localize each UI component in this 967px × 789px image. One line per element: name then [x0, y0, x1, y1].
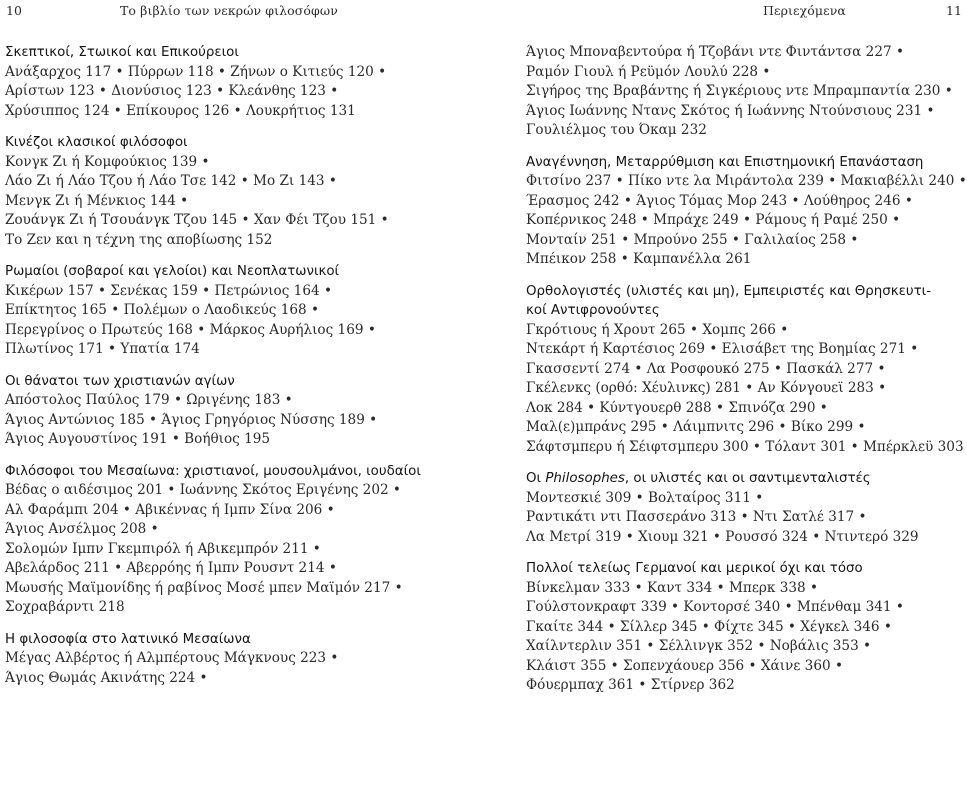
toc-entry-line: Ανάξαρχος 117 • Πύρρων 118 • Ζήνων ο Κιτιεύς 120 •	[5, 63, 387, 80]
section-title-pre: Οι	[526, 471, 546, 486]
toc-entry-line: Μπέικον 258 • Καμπανέλλα 261	[526, 251, 752, 267]
toc-entry-line: Απόστολος Παύλος 179 • Ωριγένης 183 •	[5, 392, 293, 408]
toc-entry-line: Κλάιστ 355 • Σοπενχάουερ 356 • Χάινε 360 •	[526, 657, 843, 674]
toc-entry-line: Χαίλντερλιν 351 • Σέλλινγκ 352 • Νοβάλις 353 •	[526, 638, 872, 654]
toc-entry-line: Κικέρων 157 • Σενέκας 159 • Πετρώνιος 164 •	[5, 282, 332, 299]
toc-entry-line: Γκαίτε 344 • Σίλλερ 345 • Φίχτε 345 • Χέγκελ 346 •	[526, 618, 892, 635]
toc-entry-line: Αλ Φαράμπι 204 • Αβικέννας ή Ιμπν Σίνα 206 •	[5, 501, 335, 518]
toc-section	[5, 133, 472, 250]
toc-entry-line: Ραμόν Γιουλ ή Ρεϋμόν Λουλύ 228 •	[526, 63, 771, 80]
section-title: Η φιλοσοφία στο λατινικό Μεσαίωνα	[5, 631, 251, 647]
toc-entry-line: Σιγήρος της Βραβάντης ή Σιγκέριους ντε Μπραμπαντία 230 •	[526, 83, 953, 99]
toc-section	[5, 372, 472, 450]
toc-entry-line: Σοχραβάρντι 218	[5, 599, 125, 615]
toc-entry-line: Ζουάνγκ Ζι ή Τσουάνγκ Τζου 145 • Χαν Φέι Τζου 151 •	[5, 212, 389, 228]
toc-entry-line: Αβελάρδος 211 • Αβερρόης ή Ιμπν Ρουσντ 214 •	[5, 560, 337, 576]
right-page	[480, 0, 967, 789]
toc-entry-line: Μωυσής Μαϊμονίδης ή ραβίνος Μοσέ μπεν Μαϊμόν 217 •	[5, 579, 403, 596]
toc-section	[5, 630, 472, 689]
toc-entry-line: Μέγας Αλβέρτος ή Αλμπέρτους Μάγκνους 223 •	[5, 650, 339, 666]
toc-entry-line: Γκέλενκς (ορθό: Χέυλινκς) 281 • Αν Κόνγουεϊ 283 •	[526, 380, 887, 396]
toc-entry-line: Χρύσιππος 124 • Επίκουρος 126 • Λουκρήτιος 131	[5, 102, 356, 119]
toc-entry-line: Άγιος Ιωάννης Ντανς Σκότος ή Ιωάννης Ντούνσιους 231 •	[526, 102, 935, 119]
section-title: Αναγέννηση, Μεταρρύθμιση και Επιστημονική Επανάσταση	[526, 154, 924, 170]
toc-entry-line: Μαλ(ε)μπράνς 295 • Λάιμπνιτς 296 • Βίκο 299 •	[526, 419, 866, 435]
running-title: Περιεχόμενα	[763, 3, 846, 18]
left-page	[0, 0, 480, 789]
toc-entry-line: Κονγκ Ζι ή Κομφούκιος 139 •	[5, 153, 210, 170]
toc-entry-line: Σάφτσμπερυ ή Σέιφτσμπερυ 300 • Τόλαντ 301 • Μπέρκλεϋ 303	[526, 438, 964, 455]
toc-column-right	[526, 43, 967, 708]
toc-entry-line: Γκασσεντί 274 • Λα Ροσφουκό 275 • Πασκάλ 277 •	[526, 360, 886, 377]
section-title-post: , οι υλιστές και οι σαντιμενταλιστές	[624, 471, 871, 486]
section-title: Ορθολογιστές (υλιστές και μη), Εμπειριστές και Θρησκευτι-	[526, 283, 932, 299]
toc-entry-line: Γκρότιους ή Χρουτ 265 • Χομπς 266 •	[526, 321, 789, 338]
toc-entry-line: Ντεκάρτ ή Καρτέσιος 269 • Ελισάβετ της Βοημίας 271 •	[526, 341, 919, 357]
toc-entry-line: Άγιος Θωμάς Ακινάτης 224 •	[5, 669, 208, 686]
toc-entry-line: Σολομών Ιμπν Γκεμπιρόλ ή Αβικεμπρόν 211 •	[5, 540, 321, 557]
toc-entry-line: Φόυερμπαχ 361 • Στίρνερ 362	[526, 677, 735, 693]
section-title: Οι θάνατοι των χριστιανών αγίων	[5, 373, 235, 389]
toc-entry-line: Πλωτίνος 171 • Υπατία 174	[5, 341, 200, 357]
section-title: Σκεπτικοί, Στωικοί και Επικούρειοι	[5, 45, 239, 60]
toc-entry-line: Γουλιέλμος του Όκαμ 232	[526, 122, 707, 138]
toc-section	[526, 282, 964, 458]
running-title: Το βιβλίο των νεκρών φιλοσόφων	[120, 3, 338, 18]
toc-entry-line: Λάο Ζι ή Λάο Τζου ή Λάο Τσε 142 • Μο Ζι 143 •	[5, 173, 337, 189]
toc-entry-line: Λα Μετρί 319 • Χιουμ 321 • Ρουσσό 324 • Ντιντερό 329	[526, 528, 919, 545]
toc-section-continued	[526, 43, 956, 141]
toc-entry-line: Λοκ 284 • Κύντγουερθ 288 • Σπινόζα 290 •	[526, 399, 828, 416]
section-title-italic: Philosophes	[545, 471, 625, 486]
toc-entry-line: Επίκτητος 165 • Πολέμων ο Λαοδικεύς 168 •	[5, 302, 320, 318]
toc-entry-line: Μονταίν 251 • Μπρούνο 255 • Γαλιλαίος 258 •	[526, 231, 859, 248]
section-title-continued: κοί Αντιφρονούντες	[526, 303, 660, 318]
toc-entry-line: Άγιος Αυγουστίνος 191 • Βοήθιος 195	[5, 431, 271, 447]
toc-entry-line: Φιτσίνο 237 • Πίκο ντε λα Μιράντολα 239 • Μακιαβέλλι 240 •	[526, 173, 967, 189]
toc-section	[5, 262, 472, 360]
section-title: Κινέζοι κλασικοί φιλόσοφοι	[5, 135, 188, 150]
toc-entry-line: Βίνκελμαν 333 • Καντ 334 • Μπερκ 338 •	[526, 579, 818, 596]
toc-entry-line: Μοντεσκιέ 309 • Βολταίρος 311 •	[526, 489, 764, 506]
toc-entry-line: Κοπέρνικος 248 • Μπράχε 249 • Ράμους ή Ραμέ 250 •	[526, 212, 901, 228]
toc-section	[526, 559, 956, 696]
toc-section	[526, 469, 956, 547]
toc-entry-line: Άγιος Αντώνιος 185 • Άγιος Γρηγόριος Νύσσης 189 •	[5, 411, 378, 428]
page-number: 11	[946, 3, 963, 18]
section-title	[526, 469, 956, 489]
toc-entry-line: Βέδας ο αιδέσιμος 201 • Ιωάννης Σκότος Εριγένης 202 •	[5, 482, 401, 498]
toc-entry-line: Περεγρίνος ο Πρωτεύς 168 • Μάρκος Αυρήλιος 169 •	[5, 321, 376, 338]
toc-entry-line: Γούλστονκραφτ 339 • Κοντορσέ 340 • Μπένθαμ 341 •	[526, 599, 904, 615]
section-title: Ρωμαίοι (σοβαροί και γελοίοι) και Νεοπλατωνικοί	[5, 264, 340, 279]
toc-section	[526, 153, 967, 270]
toc-column-left	[5, 43, 472, 700]
page-number: 10	[6, 3, 23, 18]
section-title: Πολλοί τελείως Γερμανοί και μερικοί όχι και τόσο	[526, 561, 863, 576]
toc-entry-line: Ραντικάτι ντι Πασσεράνο 313 • Ντι Σατλέ 317 •	[526, 509, 867, 525]
toc-entry-line: Μενγκ Ζι ή Μένκιος 144 •	[5, 192, 189, 209]
toc-entry-line: Το Ζεν και η τέχνη της αποβίωσης 152	[5, 231, 273, 248]
toc-entry-line: Άγιος Ανσέλμος 208 •	[5, 521, 159, 537]
toc-entry-line: Αρίστων 123 • Διονύσιος 123 • Κλεάνθης 123 •	[5, 83, 339, 99]
toc-section	[5, 462, 472, 618]
toc-entry-line: Άγιος Μποναβεντούρα ή Τζοβάνι ντε Φιντάντσα 227 •	[526, 44, 904, 60]
section-title: Φιλόσοφοι του Μεσαίωνα: χριστιανοί, μουσουλμάνοι, ιουδαίοι	[5, 463, 421, 479]
toc-section	[5, 43, 472, 121]
toc-entry-line: Έρασμος 242 • Άγιος Τόμας Μορ 243 • Λούθηρος 246 •	[526, 192, 913, 209]
